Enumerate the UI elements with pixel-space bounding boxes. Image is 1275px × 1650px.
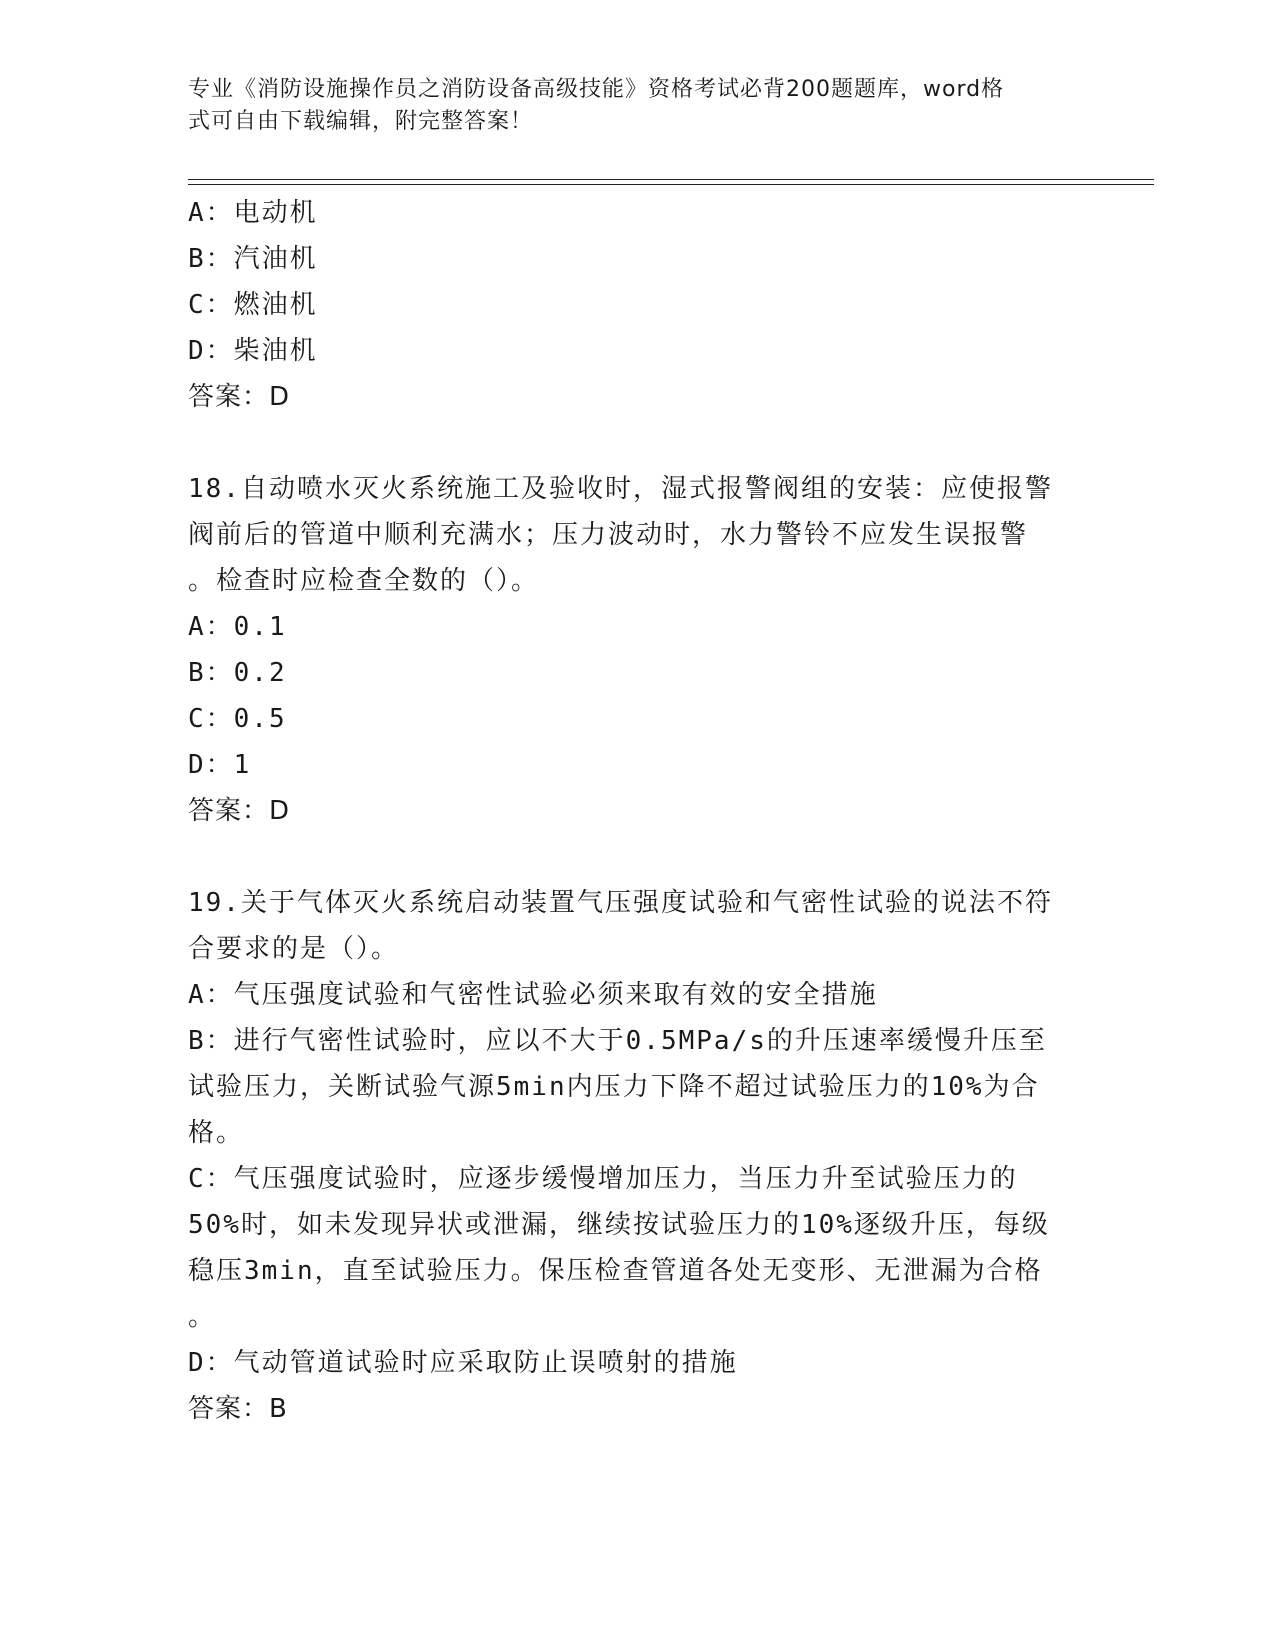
option-d: D：1 — [188, 750, 252, 780]
option-a: A：气压强度试验和气密性试验必须来取有效的安全措施 — [188, 980, 878, 1010]
header-rule-bottom — [188, 184, 1154, 185]
question-stem-line: 合要求的是（）。 — [188, 934, 400, 964]
option-a: A：0.1 — [188, 612, 287, 642]
spacer — [188, 834, 1088, 880]
option-c-line: 。 — [188, 1302, 217, 1332]
option-c: C：燃油机 — [188, 290, 318, 320]
document-header — [188, 74, 1068, 138]
header-line-2: 式可自由下载编辑，附完整答案！ — [188, 109, 534, 134]
answer: 答案：D — [188, 382, 291, 412]
spacer — [188, 420, 1088, 466]
question-stem-line: 阀前后的管道中顺利充满水；压力波动时，水力警铃不应发生误报警 — [188, 520, 1029, 550]
question-18 — [188, 466, 1088, 834]
option-d: D：气动管道试验时应采取防止误喷射的措施 — [188, 1348, 738, 1378]
option-c-line: 稳压3min，直至试验压力。保压检查管道各处无变形、无泄漏为合格 — [188, 1256, 1043, 1286]
question-stem-line: 。检查时应检查全数的（）。 — [188, 566, 540, 596]
header-line-1: 专业《消防设施操作员之消防设备高级技能》资格考试必背200题题库，word格 — [188, 77, 1005, 102]
option-b-line: 试验压力，关断试验气源5min内压力下降不超过试验压力的10%为合 — [188, 1072, 1040, 1102]
option-c-line: 50%时，如未发现异状或泄漏，继续按试验压力的10%逐级升压，每级 — [188, 1210, 1050, 1240]
question-17 — [188, 190, 1088, 420]
header-rule-top — [188, 179, 1154, 180]
option-b-line: B：进行气密性试验时，应以不大于0.5MPa/s的升压速率缓慢升压至 — [188, 1026, 1047, 1056]
option-d: D：柴油机 — [188, 336, 318, 366]
answer: 答案：B — [188, 1394, 288, 1424]
question-19 — [188, 880, 1088, 1432]
option-b: B：0.2 — [188, 658, 287, 688]
option-c: C：0.5 — [188, 704, 287, 734]
option-c-line: C：气压强度试验时，应逐步缓慢增加压力，当压力升至试验压力的 — [188, 1164, 1018, 1194]
option-a: A：电动机 — [188, 198, 318, 228]
option-b-line: 格。 — [188, 1118, 245, 1148]
answer: 答案：D — [188, 796, 291, 826]
question-content — [188, 190, 1088, 1432]
question-stem-line: 18.自动喷水灭火系统施工及验收时，湿式报警阀组的安装：应使报警 — [188, 474, 1053, 504]
option-b: B：汽油机 — [188, 244, 318, 274]
question-stem-line: 19.关于气体灭火系统启动装置气压强度试验和气密性试验的说法不符 — [188, 888, 1053, 918]
